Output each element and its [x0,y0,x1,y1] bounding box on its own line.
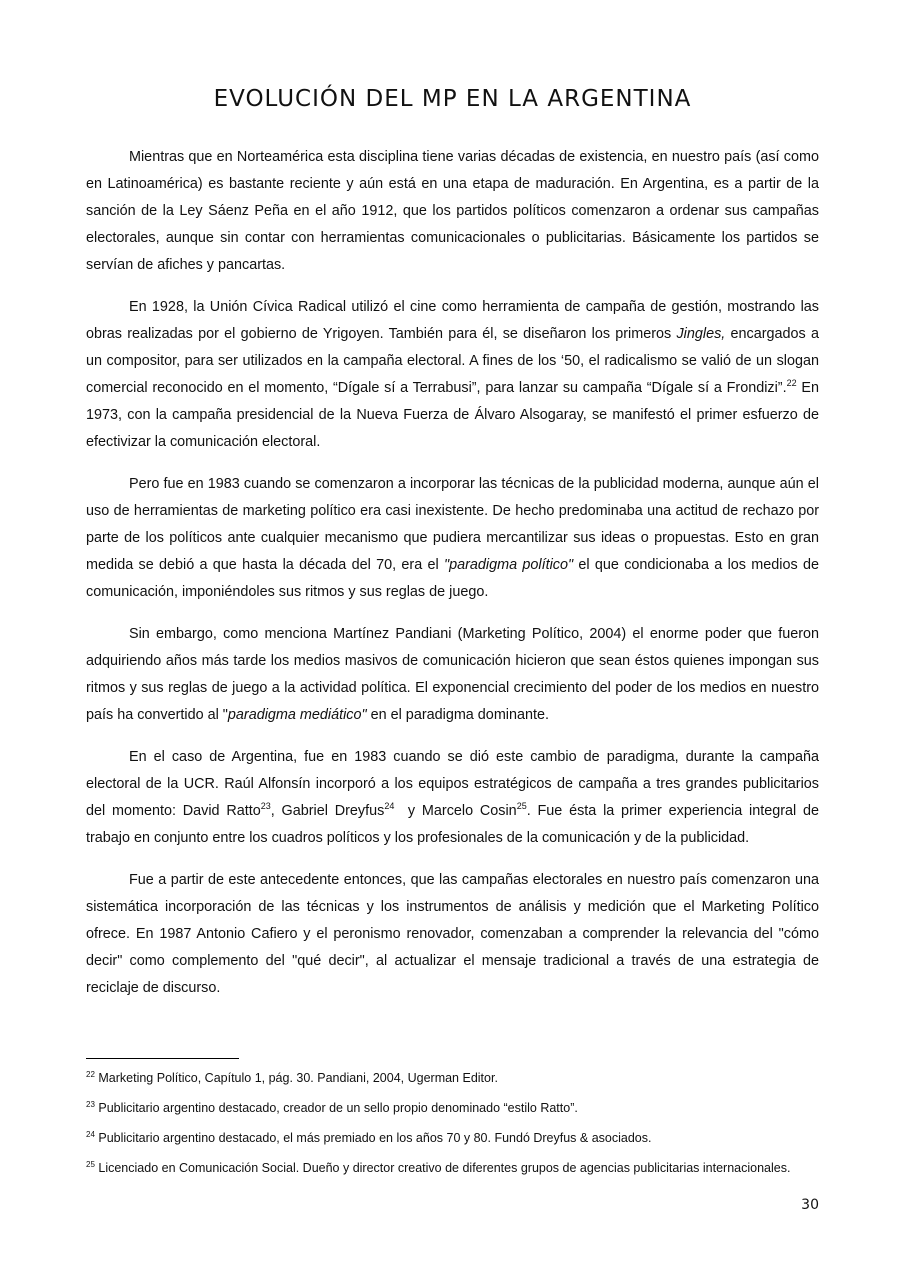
footnote-ref-23[interactable]: 23 [260,801,271,812]
paragraph-2-text: En 1928, la Unión Cívica Radical utilizó el cine como herramienta de campaña de gestión, mostrando las obras realizadas por el gobierno de Yrigoyen. También para él, se diseñaron los primeros [86,299,819,342]
paragraph-3-text: el que condicionaba a los medios de comunicación, imponiéndoles sus ritmos y sus reglas de juego. [86,557,819,600]
paragraph-4 [86,621,819,729]
paragraph-1: Mientras que en Norteamérica esta disciplina tiene varias décadas de existencia, en nuestro país (así como en Latinoamérica) es bastante reciente y aún está en una etapa de maduración. En Argentina, es a partir de la sanción de la Ley Sáenz Peña en el año 1912, que los partidos políticos comenzaron a ordenar sus campañas electorales, aunque sin contar con herramientas comunicacionales o publicitarias. Básicamente los partidos se servían de afiches y pancartas. [86,149,819,273]
footnote-ref-25[interactable]: 25 [516,801,527,812]
paragraph-4-text: en el paradigma dominante. [366,707,550,723]
footnote-ref-24[interactable]: 24 [384,801,395,812]
page-title: EVOLUCIÓN DEL MP EN LA ARGENTINA [213,86,692,112]
paragraph-4-text: Sin embargo, como menciona Martínez Pandiani (Marketing Político, 2004) el enorme poder que fueron adquiriendo años más tarde los medios masivos de comunicación hicieron que sean éstos quienes impongan sus ritmos y sus reglas de juego a la actividad política. El exponencial crecimiento del poder de los medios en nuestro país ha convertido al " [86,626,819,723]
footnote-text: Marketing Político, Capítulo 1, pág. 30. Pandiani, 2004, Ugerman Editor. [94,1071,498,1085]
paragraph-2-text: encargados a un compositor, para ser utilizados en la campaña electoral. A fines de los ‘50, el radicalismo se valió de un slogan comercial reconocido en el momento, “Dígale sí a Terrabusi”, para lanzar su campaña “Dígale sí a Frondizi”. [86,326,819,396]
paradigma-mediatico-italic: paradigma mediático" [227,707,367,723]
paragraph-2-text: En 1973, con la campaña presidencial de la Nueva Fuerza de Álvaro Alsogaray, se manifestó el primer esfuerzo de efectivizar la comunicación electoral. [86,380,819,450]
paragraph-5-text: , Gabriel Dreyfus [270,803,385,819]
body-text [86,144,819,1017]
paragraph-5-text: En el caso de Argentina, fue en 1983 cuando se dió este cambio de paradigma, durante la campaña electoral de la UCR. Raúl Alfonsín incorporó a los equipos estratégicos de campaña a tres grandes publicitarios del momento: David Ratto [86,749,819,819]
page-number: 30 [801,1197,819,1213]
footnote-number: 22 [86,1069,95,1079]
paragraph-3 [86,471,819,606]
jingles-italic: Jingles, [676,326,726,342]
footnote-text: Publicitario argentino destacado, creador de un sello propio denominado “estilo Ratto”. [94,1101,578,1115]
paragraph-5-text: . Fue ésta la primer experiencia integral de trabajo en conjunto entre los cuadros políticos y los profesionales de la comunicación y de la publicidad. [86,803,820,846]
footnote-number: 25 [86,1159,95,1169]
footnote-23 [86,1101,819,1116]
paragraph-6: Fue a partir de este antecedente entonces, que las campañas electorales en nuestro país comenzaron una sistemática incorporación de las técnicas y los instrumentos de análisis y medición que el Marketing Político ofrece. En 1987 Antonio Cafiero y el peronismo renovador, comenzaban a comprender la relevancia del "cómo decir" como complemento del "qué decir", al actualizar el mensaje tradicional a través de una estrategia de reciclaje de discurso. [86,872,819,996]
footnote-text: Publicitario argentino destacado, el más premiado en los años 70 y 80. Fundó Dreyfus & asociados. [94,1131,652,1145]
footnote-number: 23 [86,1099,95,1109]
paragraph-3-text: Pero fue en 1983 cuando se comenzaron a incorporar las técnicas de la publicidad moderna, aunque aún el uso de herramientas de marketing político era casi inexistente. De hecho predominaba una actitud de rechazo por parte de los políticos ante cualquier mecanismo que pudiera mercantilizar sus ideas o propuestas. Esto en gran medida se debió a que hasta la década del 70, era el [86,476,819,573]
footnote-25 [86,1161,819,1176]
footnote-number: 24 [86,1129,95,1139]
footnote-ref-22[interactable]: 22 [786,378,797,389]
footnote-divider [86,1058,239,1059]
paragraph-5 [86,744,819,852]
paragraph-2 [86,294,819,456]
paragraph-5-text: y Marcelo Cosin [394,803,517,819]
footnote-text: Licenciado en Comunicación Social. Dueño y director creativo de diferentes grupos de agencias publicitarias internacionales. [94,1161,791,1175]
footnotes [86,1071,819,1176]
paradigma-politico-italic: "paradigma político" [444,557,574,573]
footnote-24 [86,1131,819,1146]
footnote-22 [86,1071,819,1086]
